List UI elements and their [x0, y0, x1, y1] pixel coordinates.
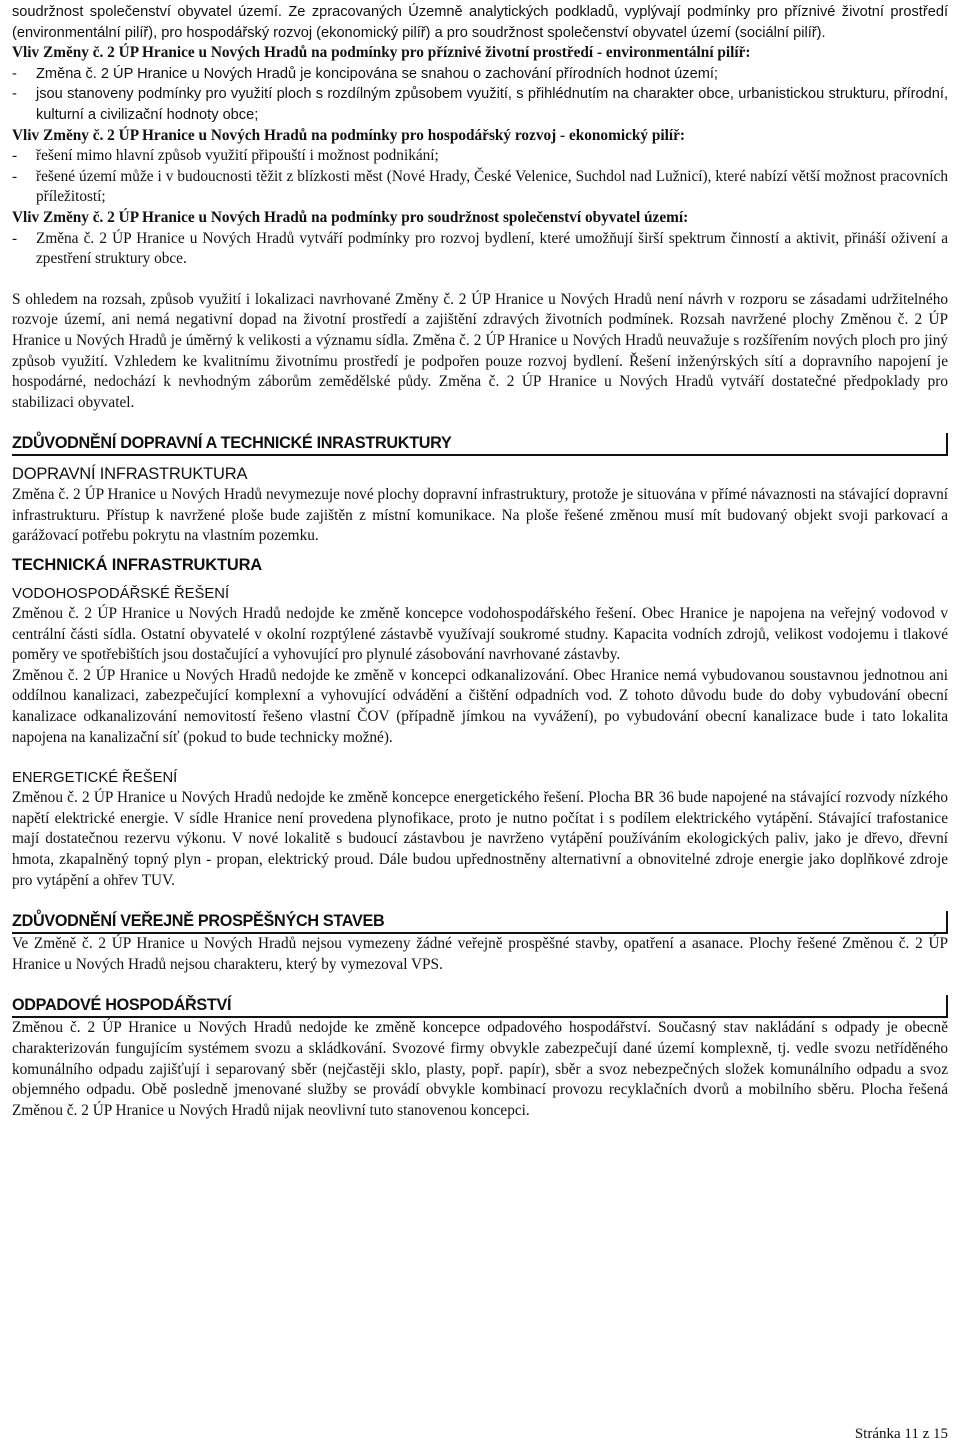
list-item: - Změna č. 2 ÚP Hranice u Nových Hradů je koncipována se snahou o zachování přírodních hodnot území; [12, 64, 948, 85]
sewage-paragraph: Změnou č. 2 ÚP Hranice u Nových Hradů nedojde ke změně v koncepci odkanalizování. Obec Hranice nemá vybudovanou soustavnou jednotnou ani oddílnou kanalizaci, zabezpečující komplexní a vyhovující odvádění a čištění odpadních vod. Z tohoto důvodu bude do doby vybudování obecní kanalizace odkanalizování nemovitostí řešeno vlastní ČOV (případně jímkou na vyvážení), po vybudování obecní kanalizace bude i tato lokalita napojena na kanalizační síť (pokud to bude technicky možné). [12, 666, 948, 746]
list-item: - řešené území může i v budoucnosti těžit z blízkosti měst (Nové Hrady, České Velenice, Suchdol nad Lužnicí), které nabízí větší možnost pracovních příležitostí; [12, 167, 948, 208]
waste-heading: ODPADOVÉ HOSPODÁŘSTVÍ [12, 995, 948, 1018]
list-item-text: Změna č. 2 ÚP Hranice u Nových Hradů vytváří podmínky pro rozvoj bydlení, které umožňují širší spektrum činností a aktivit, přináší oživení a zpestření struktury obce. [36, 229, 948, 268]
social-pillar-heading: Vliv Změny č. 2 ÚP Hranice u Nových Hradů na podmínky pro soudržnost společenství obyvatel území: [12, 208, 689, 226]
list-item-text: řešení mimo hlavní způsob využití připouští i možnost podnikání; [36, 147, 439, 165]
list-item-text: Změna č. 2 ÚP Hranice u Nových Hradů je koncipována se snahou o zachování přírodních hodnot území; [36, 65, 718, 82]
intro-paragraph: soudržnost společenství obyvatel území. Ze zpracovaných Územně analytických podkladů, vyplývají podmínky pro příznivé životní prostředí (environmentální pilíř), pro hospodářský rozvoj (ekonomický pilíř) a pro soudržnost společenství obyvatel území (sociální pilíř). [12, 4, 948, 41]
infra-section-heading: ZDŮVODNĚNÍ DOPRAVNÍ A TECHNICKÉ INRASTRUKTURY [12, 433, 948, 456]
list-item: - řešení mimo hlavní způsob využití připouští i možnost podnikání; [12, 146, 948, 167]
transport-heading: DOPRAVNÍ INFRASTRUKTURA [12, 465, 248, 484]
econ-pillar-heading: Vliv Změny č. 2 ÚP Hranice u Nových Hradů na podmínky pro hospodářský rozvoj - ekonomický pilíř: [12, 126, 685, 144]
list-item: - Změna č. 2 ÚP Hranice u Nových Hradů vytváří podmínky pro rozvoj bydlení, které umožňují širší spektrum činností a aktivit, přináší oživení a zpestření struktury obce. [12, 229, 948, 270]
water-paragraph: Změnou č. 2 ÚP Hranice u Nových Hradů nedojde ke změně koncepce vodohospodářského řešení. Obec Hranice je napojena na veřejný vodovod v centrální části sídla. Ostatní obyvatelé v okolní rozptýlené zástavbě využívají soukromé studny. Kapacita vodních zdrojů, velikost vodojemu i tlakové poměry ve spotřebištích jsou dostačující a vyhovující pro plynulé zásobování navrhované zástavby. [12, 605, 948, 664]
energy-paragraph: Změnou č. 2 ÚP Hranice u Nových Hradů nedojde ke změně koncepce energetického řešení. Plocha BR 36 bude napojené na stávající rozvody nízkého napětí elektrické energie. V sídle Hranice není provedena plynofikace, proto je nutno počítat i s podílem elektrického vytápění. Stávající trafostanice mají dostatečnou rezervu výkonu. V nové lokalitě s budoucí zástavbou je navrženo vytápění používáním ekologických paliv, jako je dřevo, dřevní hmota, zkapalněný topný plyn - propan, elektrický proud. Dále budou upřednostněny alternativní a obnovitelné zdroje energie jako doplňkové zdroje pro vytápění a ohřev TUV. [12, 789, 948, 889]
list-item: - jsou stanoveny podmínky pro využití ploch s rozdílným způsobem využití, s přihlédnutím na charakter obce, urbanistickou strukturu, přírodní, kulturní a civilizační hodnoty obce; [12, 84, 948, 125]
list-item-text: jsou stanoveny podmínky pro využití ploch s rozdílným způsobem využití, s přihlédnutím na charakter obce, urbanistickou strukturu, přírodní, kulturní a civilizační hodnoty obce; [36, 86, 948, 123]
env-pillar-heading: Vliv Změny č. 2 ÚP Hranice u Nových Hradů na podmínky pro příznivé životní prostředí - environmentální pilíř: [12, 44, 751, 62]
summary-paragraph: S ohledem na rozsah, způsob využití i lokalizaci navrhované Změny č. 2 ÚP Hranice u Nových Hradů není návrh v rozporu se zásadami udržitelného rozvoje území, ani nemá negativní dopad na životní prostředí a zajištění zdravých životních podmínek. Rozsah navržené plochy Změnou č. 2 ÚP Hranice u Nových Hradů je úměrný k velikosti a významu sídla. Změna č. 2 ÚP Hranice u Nových Hradů neuvažuje s rozšířením nových ploch pro jiný způsob využití. Vzhledem ke kvalitnímu životnímu prostředí je podpořen pouze rozvoj bydlení. Řešení inženýrských sítí a dopravního napojení je hospodárné, nedochází k nevhodným záborům zemědělské půdy. Změna č. 2 ÚP Hranice u Nových Hradů vytváří dostatečné předpoklady pro stabilizaci obyvatel. [12, 290, 948, 411]
water-heading: VODOHOSPODÁŘSKÉ ŘEŠENÍ [12, 586, 230, 603]
public-works-paragraph: Ve Změně č. 2 ÚP Hranice u Nových Hradů nejsou vymezeny žádné veřejně prospěšné stavby, opatření a asanace. Plochy řešené Změnou č. 2 ÚP Hranice u Nových Hradů nejsou charakteru, který by vymezoval VPS. [12, 935, 948, 973]
public-works-heading: ZDŮVODNĚNÍ VEŘEJNĚ PROSPĚŠNÝCH STAVEB [12, 911, 948, 934]
energy-heading: ENERGETICKÉ ŘEŠENÍ [12, 770, 178, 787]
document-page [12, 2, 948, 1121]
list-item-text: řešené území může i v budoucnosti těžit z blízkosti měst (Nové Hrady, České Velenice, Suchdol nad Lužnicí), které nabízí větší možnost pracovních příležitostí; [36, 167, 948, 206]
waste-paragraph: Změnou č. 2 ÚP Hranice u Nových Hradů nedojde ke změně koncepce odpadového hospodářství. Současný stav nakládání s odpady je obecně charakterizován fungujícím systémem svozu a skládkování. Svozové firmy obvykle zabezpečují dané území komplexně, tj. vedle svozu netříděného komunálního odpadu zajišťují i separovaný sběr (nejčastěji sklo, plasty, popř. papír), sběr a svoz nebezpečných složek komunálního odpadu a svoz objemného odpadu. Obě posledně jmenované služby se provádí obvykle kombinací provozu recyklačních dvorů a mobilního sběru. Plocha řešená Změnou č. 2 ÚP Hranice u Nových Hradů nijak neovlivní tuto stanovenou koncepci. [12, 1019, 948, 1119]
transport-paragraph: Změna č. 2 ÚP Hranice u Nových Hradů nevymezuje nové plochy dopravní infrastruktury, protože je situována v přímé návaznosti na stávající dopravní infrastrukturu. Přístup k navržené ploše bude zajištěn z místní komunikace. Na ploše řešené změnou musí mít budovaný objekt svoji parkovací a garážovací potřebu pokrytu na vlastním pozemku. [12, 486, 948, 545]
page-number: Stránka 11 z 15 [854, 1426, 948, 1442]
tech-infra-heading: TECHNICKÁ INFRASTRUKTURA [12, 556, 263, 575]
